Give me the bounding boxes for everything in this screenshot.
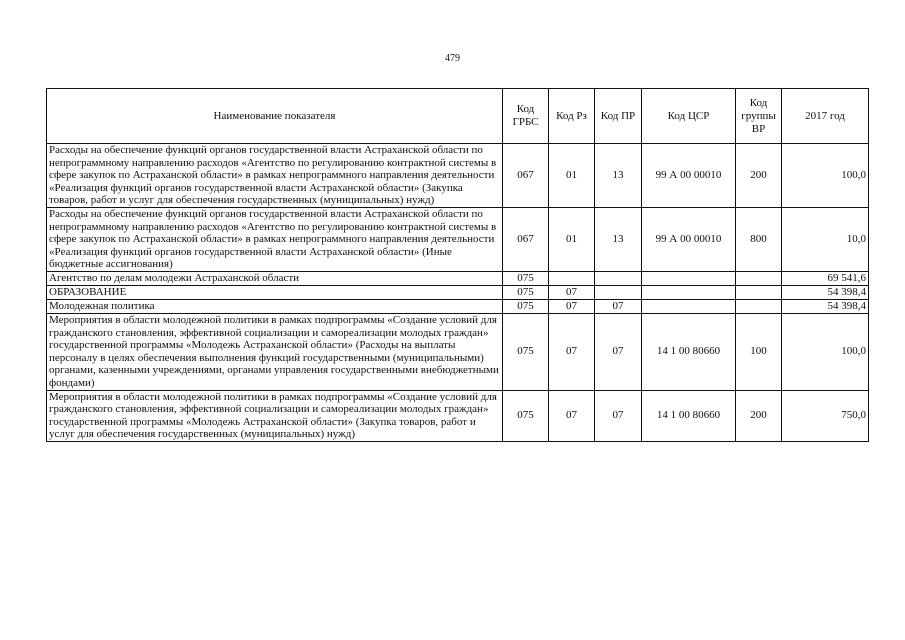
row-csr: 99 А 00 00010 — [642, 207, 736, 271]
table-row — [47, 285, 869, 299]
header-rz: Код Рз — [549, 89, 595, 144]
row-csr — [642, 271, 736, 285]
row-amount: 69 541,6 — [782, 271, 869, 285]
row-rz: 07 — [549, 313, 595, 390]
row-name: Агентство по делам молодежи Астраханской области — [47, 271, 503, 285]
row-rz: 01 — [549, 207, 595, 271]
row-pr: 07 — [595, 313, 642, 390]
header-vr: Код группы ВР — [736, 89, 782, 144]
row-amount: 54 398,4 — [782, 285, 869, 299]
row-grbs: 075 — [503, 285, 549, 299]
row-name: Расходы на обеспечение функций органов государственной власти Астраханской области по непрограммному направлению расходов «Агентство по регулированию контрактной системы в сфере закупок по Астраханской области» в рамках непрограммного направления деятельности «Реализация функций органов государственной власти Астраханской области» (Иные бюджетные ассигнования) — [47, 207, 503, 271]
table-row — [47, 313, 869, 390]
row-amount: 10,0 — [782, 207, 869, 271]
row-name: Молодежная политика — [47, 299, 503, 313]
row-rz — [549, 271, 595, 285]
row-pr — [595, 285, 642, 299]
row-rz: 07 — [549, 390, 595, 441]
row-grbs: 075 — [503, 271, 549, 285]
header-csr: Код ЦСР — [642, 89, 736, 144]
row-csr — [642, 299, 736, 313]
row-amount: 100,0 — [782, 313, 869, 390]
row-vr — [736, 271, 782, 285]
table-header-row — [47, 89, 869, 144]
row-pr: 13 — [595, 207, 642, 271]
row-amount: 54 398,4 — [782, 299, 869, 313]
row-vr — [736, 285, 782, 299]
row-csr — [642, 285, 736, 299]
row-vr — [736, 299, 782, 313]
row-vr: 200 — [736, 144, 782, 208]
row-grbs: 075 — [503, 299, 549, 313]
row-amount: 750,0 — [782, 390, 869, 441]
row-csr: 14 1 00 80660 — [642, 313, 736, 390]
header-year: 2017 год — [782, 89, 869, 144]
row-rz: 01 — [549, 144, 595, 208]
row-vr: 800 — [736, 207, 782, 271]
row-grbs: 075 — [503, 390, 549, 441]
row-rz: 07 — [549, 299, 595, 313]
row-grbs: 075 — [503, 313, 549, 390]
row-name: Мероприятия в области молодежной политики в рамках подпрограммы «Создание условий для гражданского становления, эффективной социализации и самореализации молодых граждан» государственной программы «Молодежь Астраханской области» (Закупка товаров, работ и услуг для обеспечения государственных (муниципальных) нужд) — [47, 390, 503, 441]
table-row — [47, 144, 869, 208]
row-csr: 14 1 00 80660 — [642, 390, 736, 441]
row-vr: 100 — [736, 313, 782, 390]
header-pr: Код ПР — [595, 89, 642, 144]
table-row — [47, 390, 869, 441]
header-grbs: Код ГРБС — [503, 89, 549, 144]
header-name: Наименование показателя — [47, 89, 503, 144]
row-name: Расходы на обеспечение функций органов государственной власти Астраханской области по непрограммному направлению расходов «Агентство по регулированию контрактной системы в сфере закупок по Астраханской области» в рамках непрограммного направления деятельности «Реализация функций органов государственной власти Астраханской области» (Закупка товаров, работ и услуг для обеспечения государственных (муниципальных) нужд) — [47, 144, 503, 208]
row-name: ОБРАЗОВАНИЕ — [47, 285, 503, 299]
row-pr: 07 — [595, 390, 642, 441]
table-row — [47, 299, 869, 313]
row-pr — [595, 271, 642, 285]
row-csr: 99 А 00 00010 — [642, 144, 736, 208]
row-amount: 100,0 — [782, 144, 869, 208]
row-grbs: 067 — [503, 207, 549, 271]
table-row — [47, 271, 869, 285]
budget-table — [46, 88, 869, 442]
table-row — [47, 207, 869, 271]
row-pr: 13 — [595, 144, 642, 208]
page-number: 479 — [445, 53, 460, 64]
row-pr: 07 — [595, 299, 642, 313]
row-rz: 07 — [549, 285, 595, 299]
row-name: Мероприятия в области молодежной политики в рамках подпрограммы «Создание условий для гражданского становления, эффективной социализации и самореализации молодых граждан» государственной программы «Молодежь Астраханской области» (Расходы на выплаты персоналу в целях обеспечения выполнения функций государственными (муниципальными) органами, казенными учреждениями, органами управления государственными внебюджетными фондами) — [47, 313, 503, 390]
row-grbs: 067 — [503, 144, 549, 208]
row-vr: 200 — [736, 390, 782, 441]
